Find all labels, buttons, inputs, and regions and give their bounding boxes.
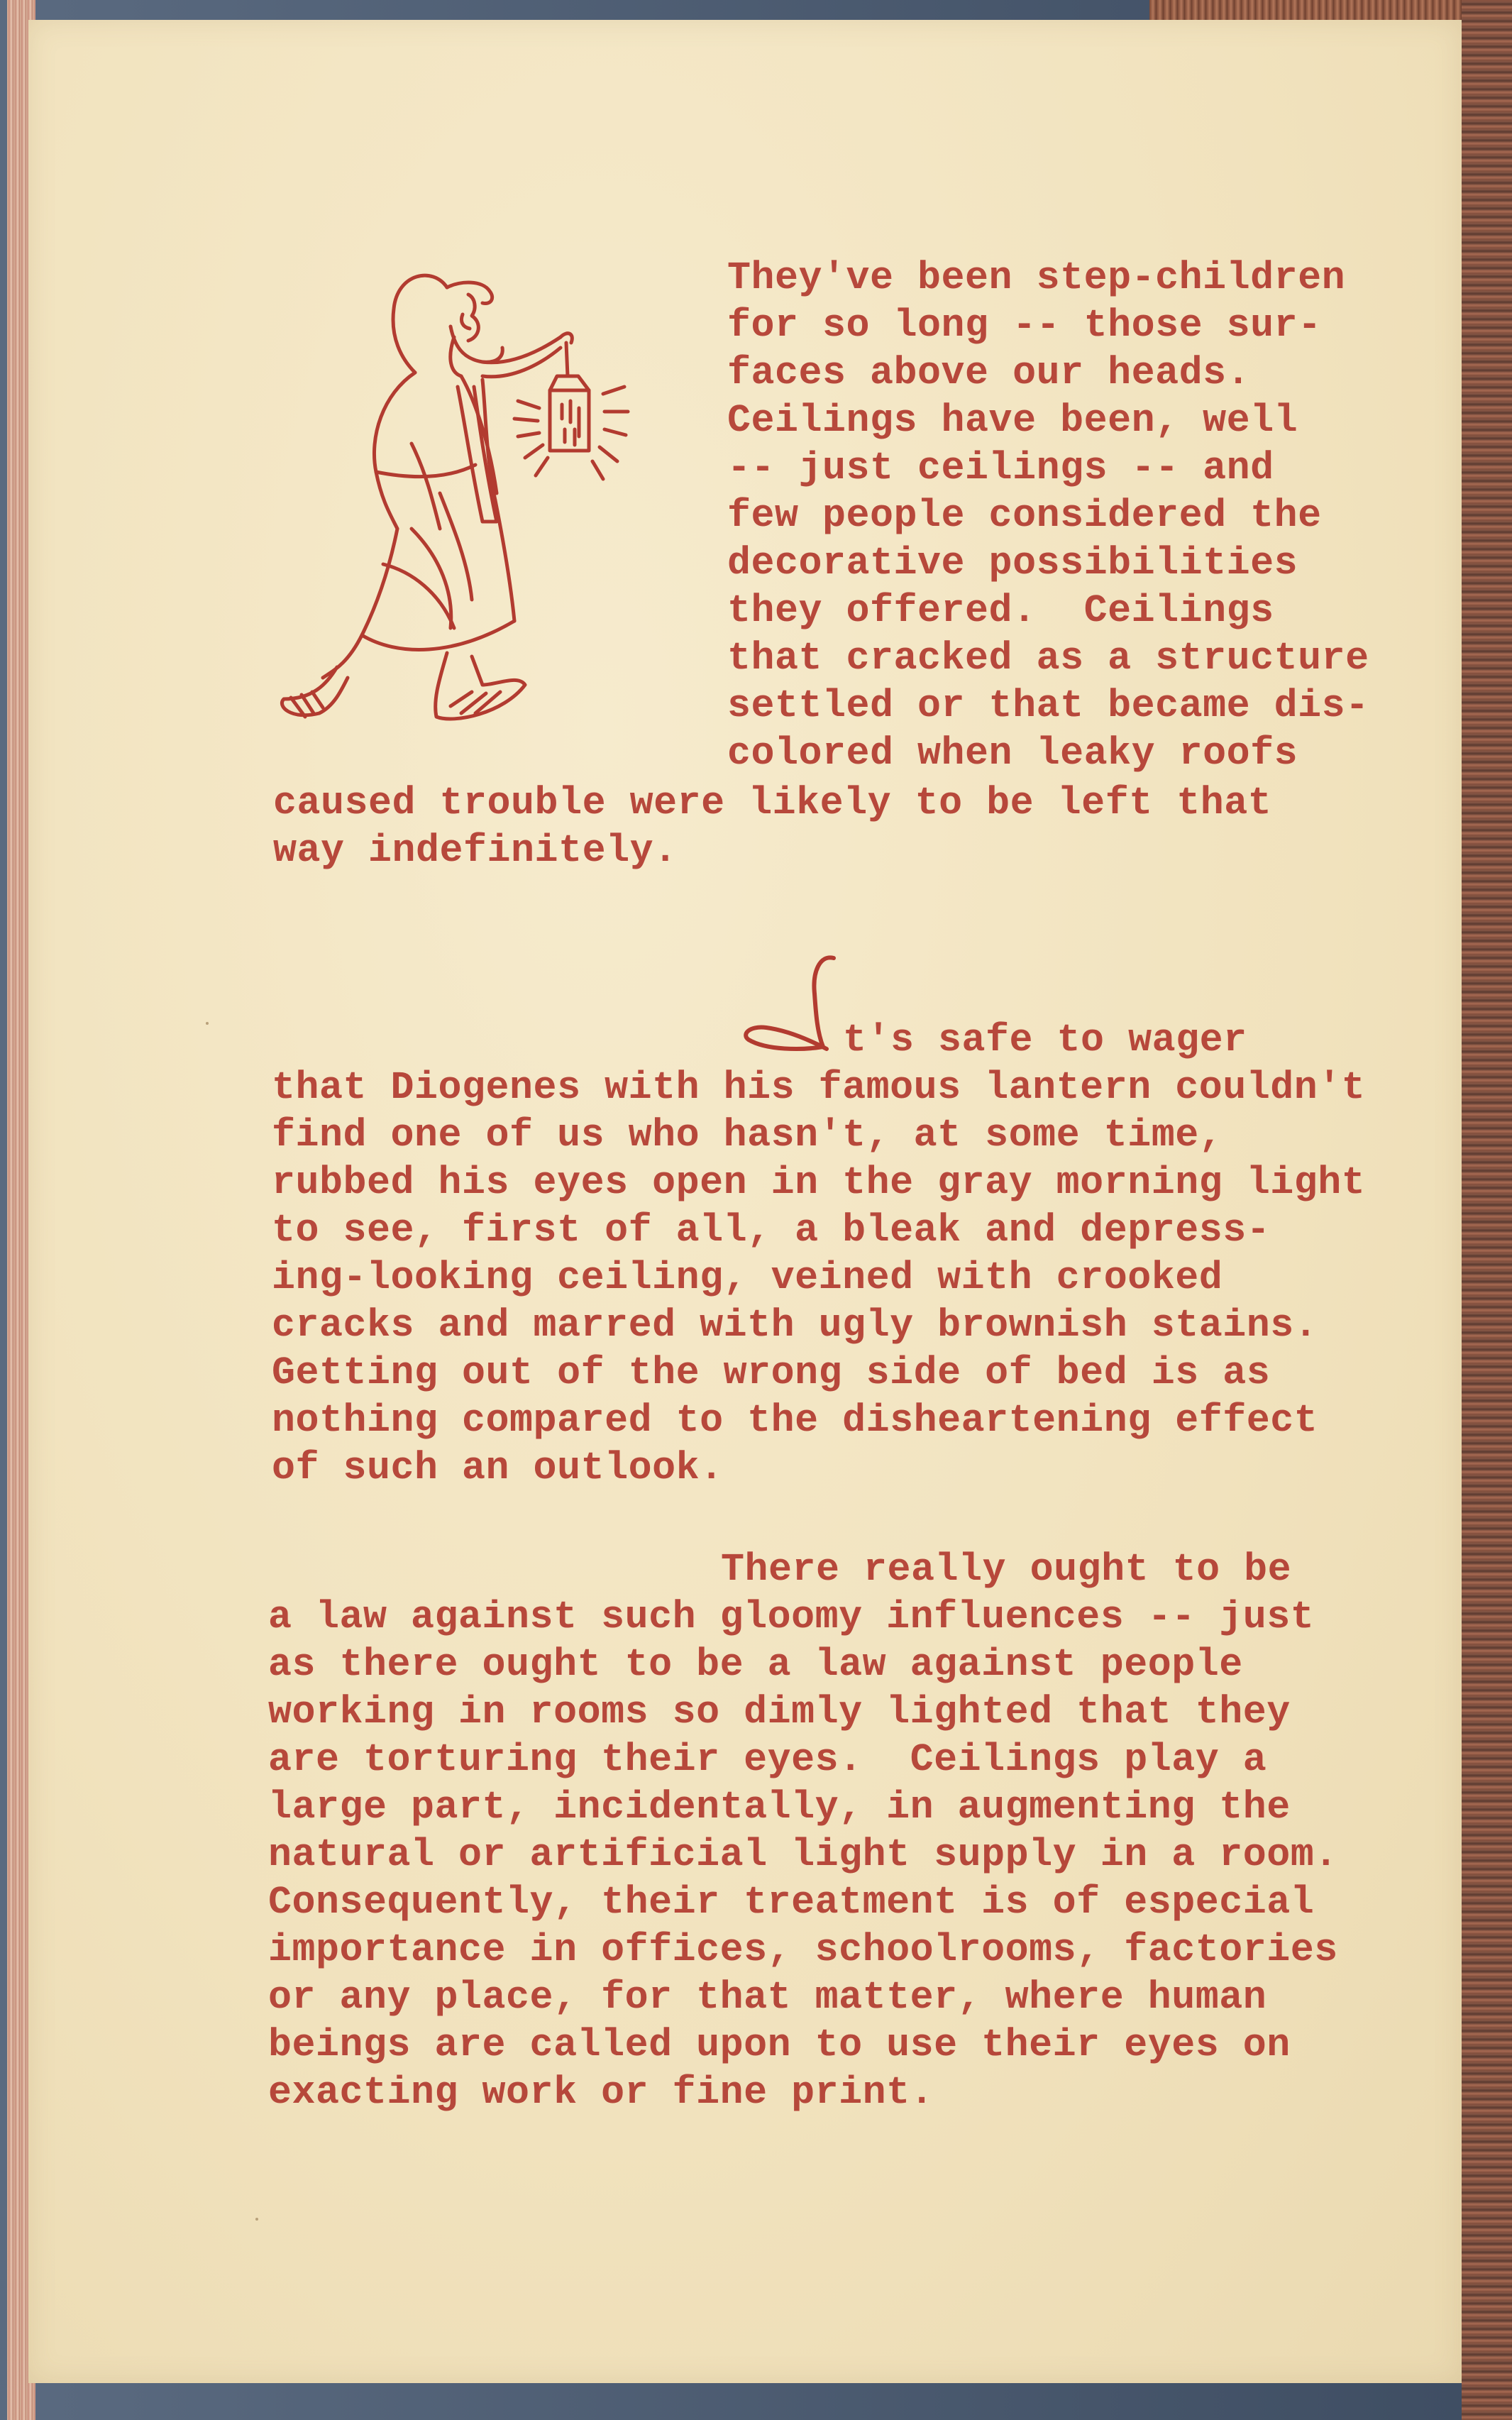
paragraph-3-text: a law against such gloomy influences -- just as there ought to be a law against people working in rooms so dimly lighted that they are torturing their eyes. Ceilings play a large part, incidentally, in augmenting the natural or artificial light supply in a room. Consequently, their treatment is of especial importance in offices, schoolrooms, factories or any place, for that matter, where human beings are called upon to use their eyes on exacting work or fine print.	[268, 1595, 1338, 2115]
cover-binding-right	[1462, 0, 1512, 2420]
paragraph-1-full-width-text: caused trouble were likely to be left that way indefinitely.	[273, 781, 1272, 873]
cover-binding-top	[1149, 0, 1512, 21]
dropcap-letter-icon	[738, 951, 851, 1065]
paragraph-1-wrapped-text: They've been step-children for so long -- those sur- faces above our heads. Ceilings have been, well -- just ceilings -- and few people considered the decorative possibilities they offered. Ceilings that cracked as a structure settled or that became dis- colored when leaky roofs	[727, 255, 1369, 776]
paragraph-3-first-line: There really ought to be	[721, 1547, 1292, 1592]
paper-speck	[206, 1022, 209, 1025]
diogenes-with-lantern-icon	[270, 259, 695, 727]
paper-speck	[255, 2218, 258, 2221]
paragraph-2-text: that Diogenes with his famous lantern couldn't find one of us who hasn't, at some time, rubbed his eyes open in the gray morning light to see, first of all, a bleak and depress- ing-looking ceiling, veined with crooked cracks and marred with ugly brownish stains. Getting out of the wrong side of bed is as nothing compared to the disheartening effect of such an outlook.	[272, 1065, 1366, 1490]
paragraph-2-first-line: t's safe to wager	[843, 1018, 1247, 1062]
